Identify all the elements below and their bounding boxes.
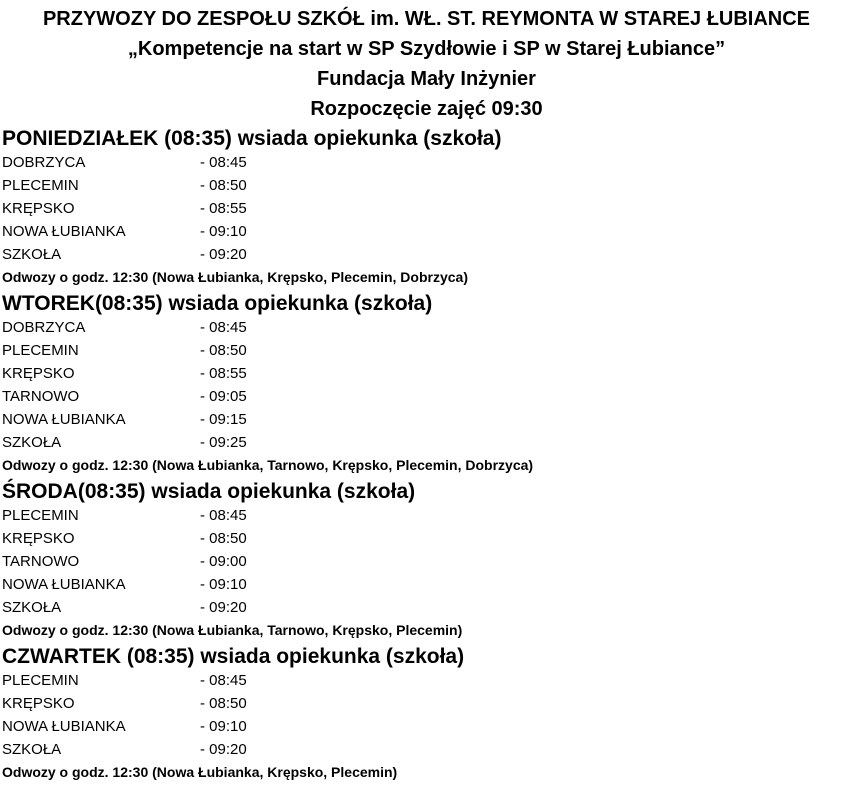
stop-name: PLECEMIN [2,507,79,524]
stop-name: PLECEMIN [2,672,79,689]
stop-name: NOWA ŁUBIANKA [2,718,126,735]
stop-row [2,174,853,197]
stop-time: - 08:45 [200,154,247,171]
stop-name: KRĘPSKO [2,200,75,217]
stop-row [2,243,853,266]
stop-name: SZKOŁA [2,246,62,263]
stop-row [2,596,853,619]
day-section-wednesday [2,479,853,642]
header-start-time: Rozpoczęcie zajęć 09:30 [310,98,543,120]
stop-row [2,527,853,550]
stop-row [2,316,853,339]
stop-time: - 08:50 [200,342,247,359]
return-note: Odwozy o godz. 12:30 (Nowa Łubianka, Krępsko, Plecemin, Dobrzyca) [2,269,468,285]
stop-time: - 09:00 [200,553,247,570]
stop-time: - 09:05 [200,388,247,405]
stop-name: SZKOŁA [2,599,62,616]
stop-time: - 08:55 [200,365,247,382]
stop-time: - 09:20 [200,599,247,616]
stop-name: PLECEMIN [2,177,79,194]
stop-row [2,431,853,454]
stop-time: - 08:45 [200,319,247,336]
return-note: Odwozy o godz. 12:30 (Nowa Łubianka, Tarnowo, Krępsko, Plecemin, Dobrzyca) [2,457,534,473]
stop-row [2,692,853,715]
stop-time: - 08:45 [200,507,247,524]
stop-name: NOWA ŁUBIANKA [2,576,126,593]
stop-time: - 08:50 [200,177,247,194]
stop-row [2,715,853,738]
day-title: WTOREK(08:35) wsiada opiekunka (szkoła) [2,292,433,315]
stop-name: PLECEMIN [2,342,79,359]
stop-name: SZKOŁA [2,741,62,758]
stop-name: KRĘPSKO [2,365,75,382]
stop-name: DOBRZYCA [2,154,86,171]
stop-name: KRĘPSKO [2,530,75,547]
stop-row [2,573,853,596]
stop-time: - 09:10 [200,223,247,240]
stop-name: NOWA ŁUBIANKA [2,223,126,240]
stop-name: SZKOŁA [2,434,62,451]
day-section-monday [2,126,853,289]
stop-time: - 08:50 [200,530,247,547]
header-foundation: Fundacja Mały Inżynier [317,68,536,90]
header-project-name: „Kompetencje na start w SP Szydłowie i SP w Starej Łubiance” [127,38,726,60]
stop-row [2,408,853,431]
stop-row [2,504,853,527]
document-header [0,4,853,124]
day-section-thursday [2,644,853,784]
day-title: ŚRODA(08:35) wsiada opiekunka (szkoła) [2,480,416,503]
stop-time: - 08:50 [200,695,247,712]
return-note: Odwozy o godz. 12:30 (Nowa Łubianka, Krępsko, Plecemin) [2,764,398,780]
stop-name: TARNOWO [2,553,80,570]
stop-time: - 08:55 [200,200,247,217]
stop-name: KRĘPSKO [2,695,75,712]
header-title: PRZYWOZY DO ZESPOŁU SZKÓŁ im. WŁ. ST. REYMONTA W STAREJ ŁUBIANCE [42,8,811,30]
stop-time: - 09:15 [200,411,247,428]
stop-row [2,339,853,362]
stop-time: - 09:10 [200,718,247,735]
stop-row [2,550,853,573]
stop-time: - 09:20 [200,741,247,758]
stop-time: - 09:20 [200,246,247,263]
stop-row [2,151,853,174]
stop-time: - 09:10 [200,576,247,593]
stop-row [2,385,853,408]
stop-row [2,738,853,761]
stop-name: DOBRZYCA [2,319,86,336]
stop-row [2,220,853,243]
day-title: CZWARTEK (08:35) wsiada opiekunka (szkoła) [2,645,465,668]
stop-name: NOWA ŁUBIANKA [2,411,126,428]
stop-row [2,669,853,692]
day-title: PONIEDZIAŁEK (08:35) wsiada opiekunka (szkoła) [2,127,502,150]
stop-time: - 08:45 [200,672,247,689]
stop-time: - 09:25 [200,434,247,451]
return-note: Odwozy o godz. 12:30 (Nowa Łubianka, Tarnowo, Krępsko, Plecemin) [2,622,463,638]
day-section-tuesday [2,291,853,477]
stop-row [2,197,853,220]
stop-name: TARNOWO [2,388,80,405]
stop-row [2,362,853,385]
